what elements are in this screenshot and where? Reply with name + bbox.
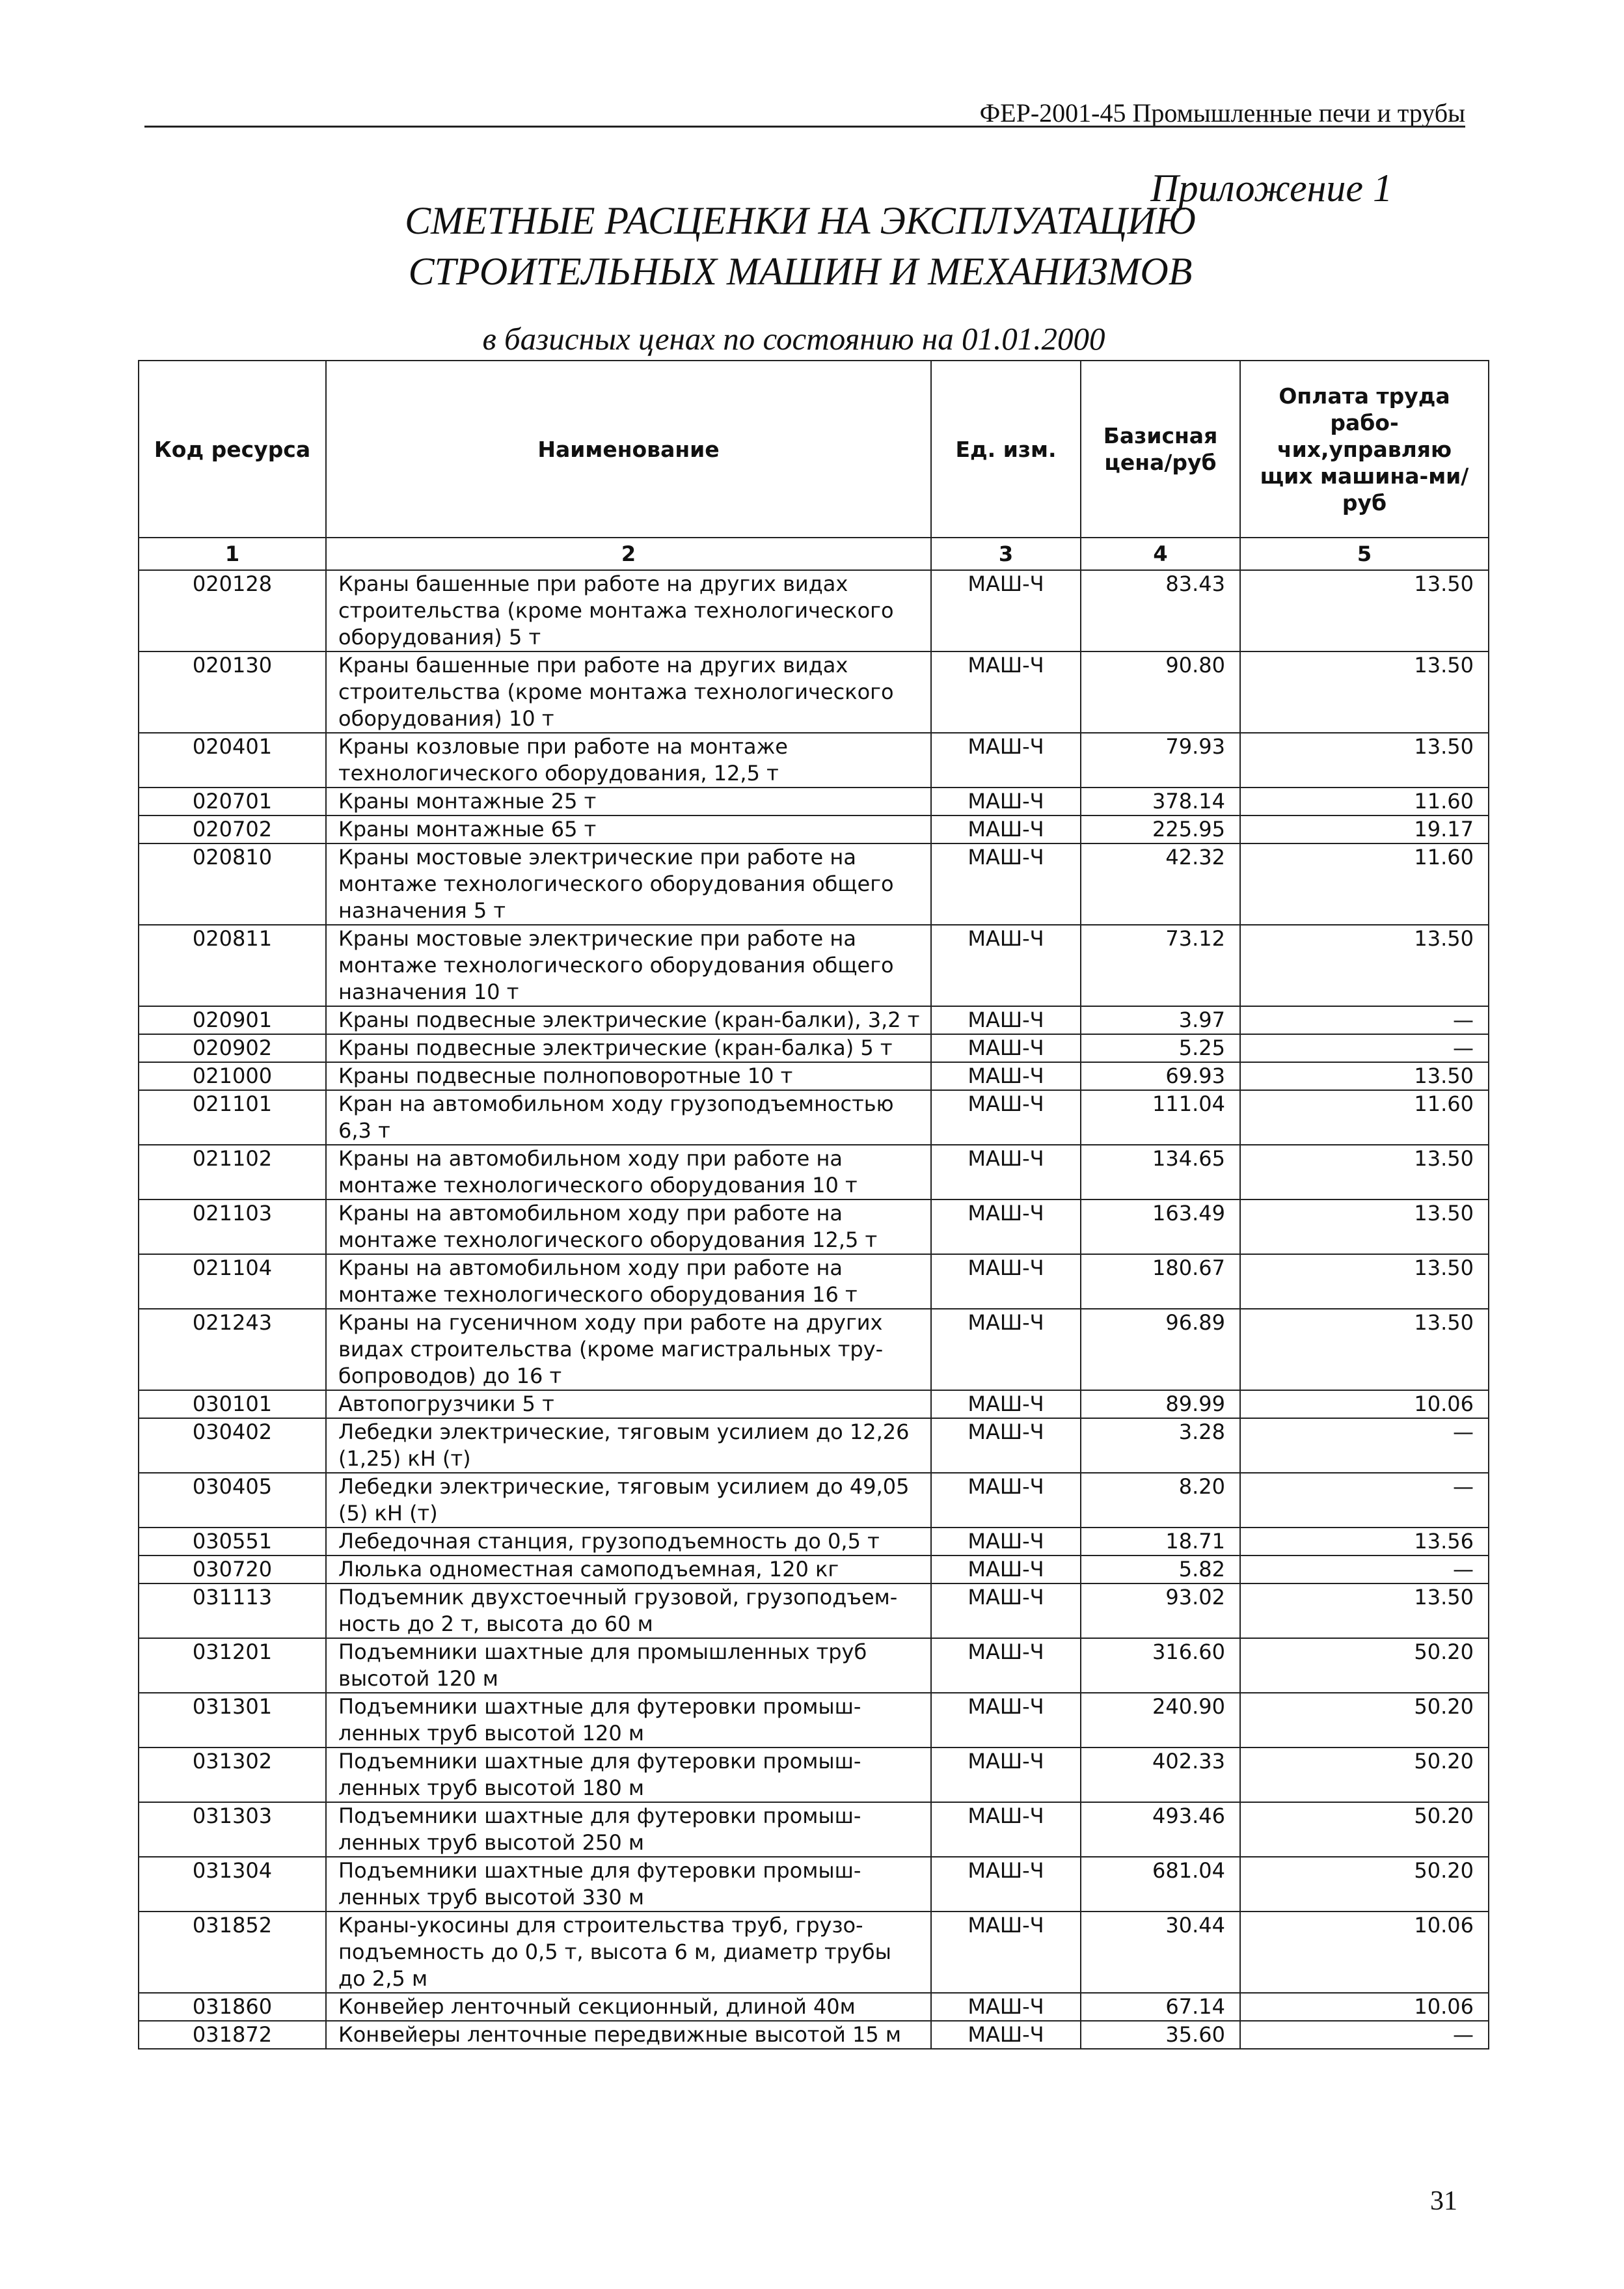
base-price-cell: 111.04 (1081, 1090, 1240, 1145)
table-row (139, 1802, 1489, 1857)
unit-cell: МАШ-Ч (931, 1390, 1081, 1418)
page-title (293, 195, 1308, 297)
column-number: 4 (1081, 538, 1240, 570)
unit-cell: МАШ-Ч (931, 1418, 1081, 1473)
unit-cell: МАШ-Ч (931, 843, 1081, 925)
resource-code-cell: 021104 (139, 1254, 326, 1309)
wage-cell: 13.50 (1240, 1145, 1489, 1199)
base-price-cell: 225.95 (1081, 816, 1240, 843)
resource-name-cell: Краны на автомобильном ходу при работе на монтаже технологического оборудования 16 т (326, 1254, 931, 1309)
unit-cell: МАШ-Ч (931, 1748, 1081, 1802)
base-price-cell: 79.93 (1081, 733, 1240, 788)
resource-name-cell: Краны мостовые электрические при работе на монтаже технологического оборудования общего назначения 10 т (326, 925, 931, 1006)
resource-code-cell: 020810 (139, 843, 326, 925)
base-price-cell: 90.80 (1081, 651, 1240, 733)
column-number: 3 (931, 538, 1081, 570)
resource-code-cell: 030402 (139, 1418, 326, 1473)
unit-cell: МАШ-Ч (931, 925, 1081, 1006)
column-number: 2 (326, 538, 931, 570)
unit-cell: МАШ-Ч (931, 1857, 1081, 1912)
unit-cell: МАШ-Ч (931, 1583, 1081, 1638)
resource-code-cell: 020702 (139, 816, 326, 843)
base-price-cell: 35.60 (1081, 2021, 1240, 2049)
unit-cell: МАШ-Ч (931, 651, 1081, 733)
resource-code-cell: 020811 (139, 925, 326, 1006)
resource-name-cell: Краны козловые при работе на монтаже технологического оборудования, 12,5 т (326, 733, 931, 788)
table-row (139, 1857, 1489, 1912)
table-row (139, 1254, 1489, 1309)
resource-name-cell: Краны на автомобильном ходу при работе на монтаже технологического оборудования 10 т (326, 1145, 931, 1199)
base-price-cell: 69.93 (1081, 1062, 1240, 1090)
wage-cell: — (1240, 1473, 1489, 1528)
unit-cell: МАШ-Ч (931, 1556, 1081, 1583)
wage-cell: 50.20 (1240, 1638, 1489, 1693)
wage-cell: 50.20 (1240, 1857, 1489, 1912)
column-header-unit: Ед. изм. (931, 361, 1081, 538)
unit-cell: МАШ-Ч (931, 1006, 1081, 1034)
header-divider (144, 126, 1465, 128)
resource-code-cell: 021102 (139, 1145, 326, 1199)
resource-name-cell: Краны-укосины для строительства труб, грузо-подъемность до 0,5 т, высота 6 м, диаметр трубы до 2,5 м (326, 1912, 931, 1993)
resource-name-cell: Автопогрузчики 5 т (326, 1390, 931, 1418)
wage-cell: 13.50 (1240, 570, 1489, 651)
resource-code-cell: 020130 (139, 651, 326, 733)
unit-cell: МАШ-Ч (931, 1993, 1081, 2021)
resource-code-cell: 020401 (139, 733, 326, 788)
wage-cell: 13.50 (1240, 1254, 1489, 1309)
resource-code-cell: 030101 (139, 1390, 326, 1418)
wage-cell: — (1240, 1556, 1489, 1583)
page-title-line-2: СТРОИТЕЛЬНЫХ МАШИН И МЕХАНИЗМОВ (408, 250, 1193, 293)
unit-cell: МАШ-Ч (931, 1802, 1081, 1857)
resource-code-cell: 031872 (139, 2021, 326, 2049)
table-row (139, 1638, 1489, 1693)
base-price-cell: 42.32 (1081, 843, 1240, 925)
base-price-cell: 3.97 (1081, 1006, 1240, 1034)
base-price-cell: 180.67 (1081, 1254, 1240, 1309)
wage-cell: 13.50 (1240, 925, 1489, 1006)
unit-cell: МАШ-Ч (931, 816, 1081, 843)
resource-name-cell: Подъемники шахтные для футеровки промыш-ленных труб высотой 330 м (326, 1857, 931, 1912)
appendix-label: Приложение 1 (1150, 167, 1392, 210)
unit-cell: МАШ-Ч (931, 788, 1081, 816)
resource-name-cell: Лебедки электрические, тяговым усилием до 49,05 (5) кН (т) (326, 1473, 931, 1528)
page-subtitle: в базисных ценах по состоянию на 01.01.2000 (482, 321, 1105, 357)
resource-name-cell: Кран на автомобильном ходу грузоподъемностью 6,3 т (326, 1090, 931, 1145)
resource-code-cell: 020902 (139, 1034, 326, 1062)
base-price-cell: 681.04 (1081, 1857, 1240, 1912)
base-price-cell: 378.14 (1081, 788, 1240, 816)
resource-code-cell: 020701 (139, 788, 326, 816)
resource-name-cell: Краны башенные при работе на других видах строительства (кроме монтажа технологического оборудования) 10 т (326, 651, 931, 733)
wage-cell: 11.60 (1240, 788, 1489, 816)
unit-cell: МАШ-Ч (931, 2021, 1081, 2049)
unit-cell: МАШ-Ч (931, 1638, 1081, 1693)
resource-name-cell: Краны монтажные 25 т (326, 788, 931, 816)
column-number: 5 (1240, 538, 1489, 570)
column-header-code: Код ресурса (139, 361, 326, 538)
wage-cell: 13.56 (1240, 1528, 1489, 1556)
rates-table (138, 360, 1489, 2049)
column-number: 1 (139, 538, 326, 570)
wage-cell: 13.50 (1240, 1583, 1489, 1638)
table-row (139, 1309, 1489, 1390)
resource-code-cell: 021243 (139, 1309, 326, 1390)
wage-cell: 13.50 (1240, 1199, 1489, 1254)
wage-cell: 50.20 (1240, 1802, 1489, 1857)
wage-cell: 19.17 (1240, 816, 1489, 843)
table-row (139, 925, 1489, 1006)
table-row (139, 788, 1489, 816)
base-price-cell: 83.43 (1081, 570, 1240, 651)
resource-code-cell: 031304 (139, 1857, 326, 1912)
wage-cell: 10.06 (1240, 1390, 1489, 1418)
wage-cell: — (1240, 1418, 1489, 1473)
wage-cell: 13.50 (1240, 1309, 1489, 1390)
base-price-cell: 240.90 (1081, 1693, 1240, 1748)
base-price-cell: 93.02 (1081, 1583, 1240, 1638)
unit-cell: МАШ-Ч (931, 1145, 1081, 1199)
wage-cell: — (1240, 1006, 1489, 1034)
resource-name-cell: Конвейеры ленточные передвижные высотой 15 м (326, 2021, 931, 2049)
table-row (139, 1034, 1489, 1062)
resource-name-cell: Краны мостовые электрические при работе на монтаже технологического оборудования общего назначения 5 т (326, 843, 931, 925)
wage-cell: — (1240, 2021, 1489, 2049)
column-number-row (139, 538, 1489, 570)
wage-cell: 11.60 (1240, 1090, 1489, 1145)
table-row (139, 1006, 1489, 1034)
table-header-row (139, 361, 1489, 538)
table-row (139, 1528, 1489, 1556)
column-header-name: Наименование (326, 361, 931, 538)
wage-cell: 13.50 (1240, 651, 1489, 733)
resource-name-cell: Люлька одноместная самоподъемная, 120 кг (326, 1556, 931, 1583)
resource-name-cell: Подъемники шахтные для промышленных труб высотой 120 м (326, 1638, 931, 1693)
base-price-cell: 8.20 (1081, 1473, 1240, 1528)
wage-cell: 50.20 (1240, 1693, 1489, 1748)
base-price-cell: 89.99 (1081, 1390, 1240, 1418)
resource-name-cell: Лебедочная станция, грузоподъемность до 0,5 т (326, 1528, 931, 1556)
resource-code-cell: 030551 (139, 1528, 326, 1556)
column-header-wage: Оплата труда рабо-чих,управляю щих машина-ми/руб (1240, 361, 1489, 538)
base-price-cell: 30.44 (1081, 1912, 1240, 1993)
table-body (139, 570, 1489, 2049)
table-row (139, 651, 1489, 733)
resource-code-cell: 021000 (139, 1062, 326, 1090)
base-price-cell: 5.25 (1081, 1034, 1240, 1062)
resource-name-cell: Подъемники шахтные для футеровки промыш-ленных труб высотой 180 м (326, 1748, 931, 1802)
wage-cell: 10.06 (1240, 1912, 1489, 1993)
resource-name-cell: Краны подвесные электрические (кран-балка) 5 т (326, 1034, 931, 1062)
resource-name-cell: Краны на автомобильном ходу при работе на монтаже технологического оборудования 12,5 т (326, 1199, 931, 1254)
table-row (139, 1418, 1489, 1473)
resource-code-cell: 031303 (139, 1802, 326, 1857)
base-price-cell: 67.14 (1081, 1993, 1240, 2021)
resource-code-cell: 031301 (139, 1693, 326, 1748)
base-price-cell: 18.71 (1081, 1528, 1240, 1556)
resource-code-cell: 031860 (139, 1993, 326, 2021)
resource-code-cell: 031852 (139, 1912, 326, 1993)
table-row (139, 2021, 1489, 2049)
column-header-price: Базисная цена/руб (1081, 361, 1240, 538)
resource-name-cell: Краны подвесные электрические (кран-балки), 3,2 т (326, 1006, 931, 1034)
resource-name-cell: Лебедки электрические, тяговым усилием до 12,26 (1,25) кН (т) (326, 1418, 931, 1473)
table-row (139, 1090, 1489, 1145)
base-price-cell: 493.46 (1081, 1802, 1240, 1857)
page-number: 31 (1430, 2186, 1457, 2216)
resource-code-cell: 021101 (139, 1090, 326, 1145)
table-row (139, 1556, 1489, 1583)
unit-cell: МАШ-Ч (931, 1254, 1081, 1309)
table-row (139, 570, 1489, 651)
resource-code-cell: 030405 (139, 1473, 326, 1528)
base-price-cell: 73.12 (1081, 925, 1240, 1006)
table-row (139, 1390, 1489, 1418)
unit-cell: МАШ-Ч (931, 1199, 1081, 1254)
base-price-cell: 96.89 (1081, 1309, 1240, 1390)
table-row (139, 843, 1489, 925)
resource-name-cell: Подъемник двухстоечный грузовой, грузоподъем-ность до 2 т, высота до 60 м (326, 1583, 931, 1638)
unit-cell: МАШ-Ч (931, 1309, 1081, 1390)
resource-code-cell: 031113 (139, 1583, 326, 1638)
resource-name-cell: Конвейер ленточный секционный, длиной 40м (326, 1993, 931, 2021)
wage-cell: — (1240, 1034, 1489, 1062)
unit-cell: МАШ-Ч (931, 1062, 1081, 1090)
table-row (139, 1199, 1489, 1254)
unit-cell: МАШ-Ч (931, 1473, 1081, 1528)
table-row (139, 1748, 1489, 1802)
wage-cell: 13.50 (1240, 1062, 1489, 1090)
unit-cell: МАШ-Ч (931, 570, 1081, 651)
table-row (139, 816, 1489, 843)
wage-cell: 11.60 (1240, 843, 1489, 925)
resource-code-cell: 020128 (139, 570, 326, 651)
resource-name-cell: Подъемники шахтные для футеровки промыш-ленных труб высотой 250 м (326, 1802, 931, 1857)
table-row (139, 1583, 1489, 1638)
wage-cell: 10.06 (1240, 1993, 1489, 2021)
resource-name-cell: Краны башенные при работе на других видах строительства (кроме монтажа технологического оборудования) 5 т (326, 570, 931, 651)
unit-cell: МАШ-Ч (931, 1090, 1081, 1145)
table-row (139, 1062, 1489, 1090)
wage-cell: 13.50 (1240, 733, 1489, 788)
table-row (139, 1693, 1489, 1748)
unit-cell: МАШ-Ч (931, 733, 1081, 788)
table-row (139, 1912, 1489, 1993)
resource-code-cell: 021103 (139, 1199, 326, 1254)
page-title-line-1: СМЕТНЫЕ РАСЦЕНКИ НА ЭКСПЛУАТАЦИЮ (405, 199, 1196, 242)
table-row (139, 1145, 1489, 1199)
table-row (139, 733, 1489, 788)
table-row (139, 1993, 1489, 2021)
resource-code-cell: 030720 (139, 1556, 326, 1583)
base-price-cell: 5.82 (1081, 1556, 1240, 1583)
unit-cell: МАШ-Ч (931, 1528, 1081, 1556)
running-title: ФЕР-2001-45 Промышленные печи и трубы (979, 98, 1465, 128)
resource-code-cell: 020901 (139, 1006, 326, 1034)
table-row (139, 1473, 1489, 1528)
base-price-cell: 163.49 (1081, 1199, 1240, 1254)
unit-cell: МАШ-Ч (931, 1912, 1081, 1993)
resource-name-cell: Краны на гусеничном ходу при работе на других видах строительства (кроме магистральных тру-бопроводов) до 16 т (326, 1309, 931, 1390)
resource-name-cell: Краны подвесные полноповоротные 10 т (326, 1062, 931, 1090)
resource-code-cell: 031302 (139, 1748, 326, 1802)
base-price-cell: 316.60 (1081, 1638, 1240, 1693)
base-price-cell: 402.33 (1081, 1748, 1240, 1802)
resource-code-cell: 031201 (139, 1638, 326, 1693)
wage-cell: 50.20 (1240, 1748, 1489, 1802)
resource-name-cell: Краны монтажные 65 т (326, 816, 931, 843)
base-price-cell: 3.28 (1081, 1418, 1240, 1473)
base-price-cell: 134.65 (1081, 1145, 1240, 1199)
resource-name-cell: Подъемники шахтные для футеровки промыш-ленных труб высотой 120 м (326, 1693, 931, 1748)
unit-cell: МАШ-Ч (931, 1693, 1081, 1748)
unit-cell: МАШ-Ч (931, 1034, 1081, 1062)
